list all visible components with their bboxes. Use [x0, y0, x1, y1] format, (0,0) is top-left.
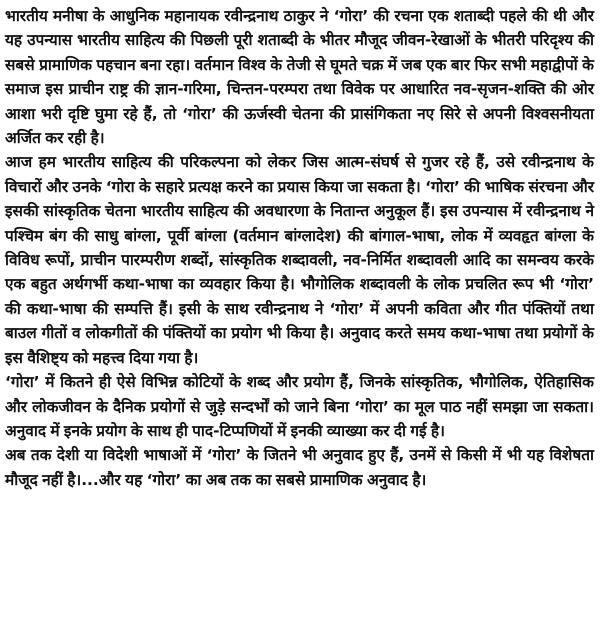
- paragraph-2: आज हम भारतीय साहित्य की परिकल्पना को लेकर जिस आत्म-संघर्ष से गुजर रहे हैं, उसे रवीन्द्रनाथ के विचारों और उनके ‘गोरा के सहारे प्रत्यक्ष करने का प्रयास किया जा सकता है। ‘गोरा’ की भाषिक संरचना और इसकी सांस्कृतिक चेतना भारतीय साहित्य की अवधारणा के नितान्त अनुकूल हैं। इस उपन्यास में रवीन्द्रनाथ ने पश्चिम बंग की साधु बांग्ला, पूर्वी बांग्ला (वर्तमान बांग्लादेश) की बांगाल-भाषा, लोक में व्यवहृत बांग्ला के विविध रूपों, प्राचीन पारम्परीण शब्दों, सांस्कृतिक शब्दावली, नव-निर्मित शब्दावली आदि का समन्वय करके एक बहुत अर्थगर्भी कथा-भाषा का व्यवहार किया है। भौगोलिक शब्दावली के लोक प्रचलित रूप भी ‘गोरा’ की कथा-भाषा की सम्पत्ति हैं। इसी के साथ रवीन्द्रनाथ ने ‘गोरा’ में अपनी कविता और गीत पंक्तियों तथा बाउल गीतों व लोकगीतों की पंक्तियों का प्रयोग भी किया है। अनुवाद करते समय कथा-भाषा तथा प्रयोगों के इस वैशिष्ट्य को महत्त्व दिया गया है।: [5, 153, 594, 367]
- paragraph-1: भारतीय मनीषा के आधुनिक महानायक रवीन्द्रनाथ ठाकुर ने ‘गोरा’ की रचना एक शताब्दी पहले की थी और यह उपन्यास भारतीय साहित्य की पिछली पूरी शताब्दी के भीतर मौजूद जीवन-रेखाओं के भीतरी परिदृश्य की सबसे प्रामाणिक पहचान बना रहा। वर्तमान विश्व के तेजी से घूमते चक्र में जब एक बार फिर सभी महाद्वीपों के समाज इस प्राचीन राष्ट्र की ज्ञान-गरिमा, चिन्तन-परम्परा तथा विवेक पर आधारित नव-सृजन-शक्ति की ओर आशा भरी दृष्टि घुमा रहे हैं, तो ‘गोरा’ की ऊर्जस्वी चेतना की प्रासंगिकता नए सिरे से अपनी विश्वसनीयता अर्जित कर रही है।: [5, 7, 594, 148]
- paragraph-3: ‘गोरा’ में कितने ही ऐसे विभिन्न कोटियों के शब्द और प्रयोग हैं, जिनके सांस्कृतिक, भौगोलिक, ऐतिहासिक और लोकजीवन के दैनिक प्रयोगों से जुड़े सन्दर्भों को जाने बिना ‘गोरा’ का मूल पाठ नहीं समझा जा सकता। अनुवाद में इनके प्रयोग के साथ ही पाद-टिप्पणियों में इनकी व्याख्या कर दी गई है।: [5, 373, 594, 440]
- paragraph-4: अब तक देशी या विदेशी भाषाओं में ‘गोरा’ के जितने भी अनुवाद हुए हैं, उनमें से किसी में भी यह विशेषता मौजूद नहीं है।...और यह ‘गोरा’ का अब तक का सबसे प्रामाणिक अनुवाद है।: [5, 446, 594, 489]
